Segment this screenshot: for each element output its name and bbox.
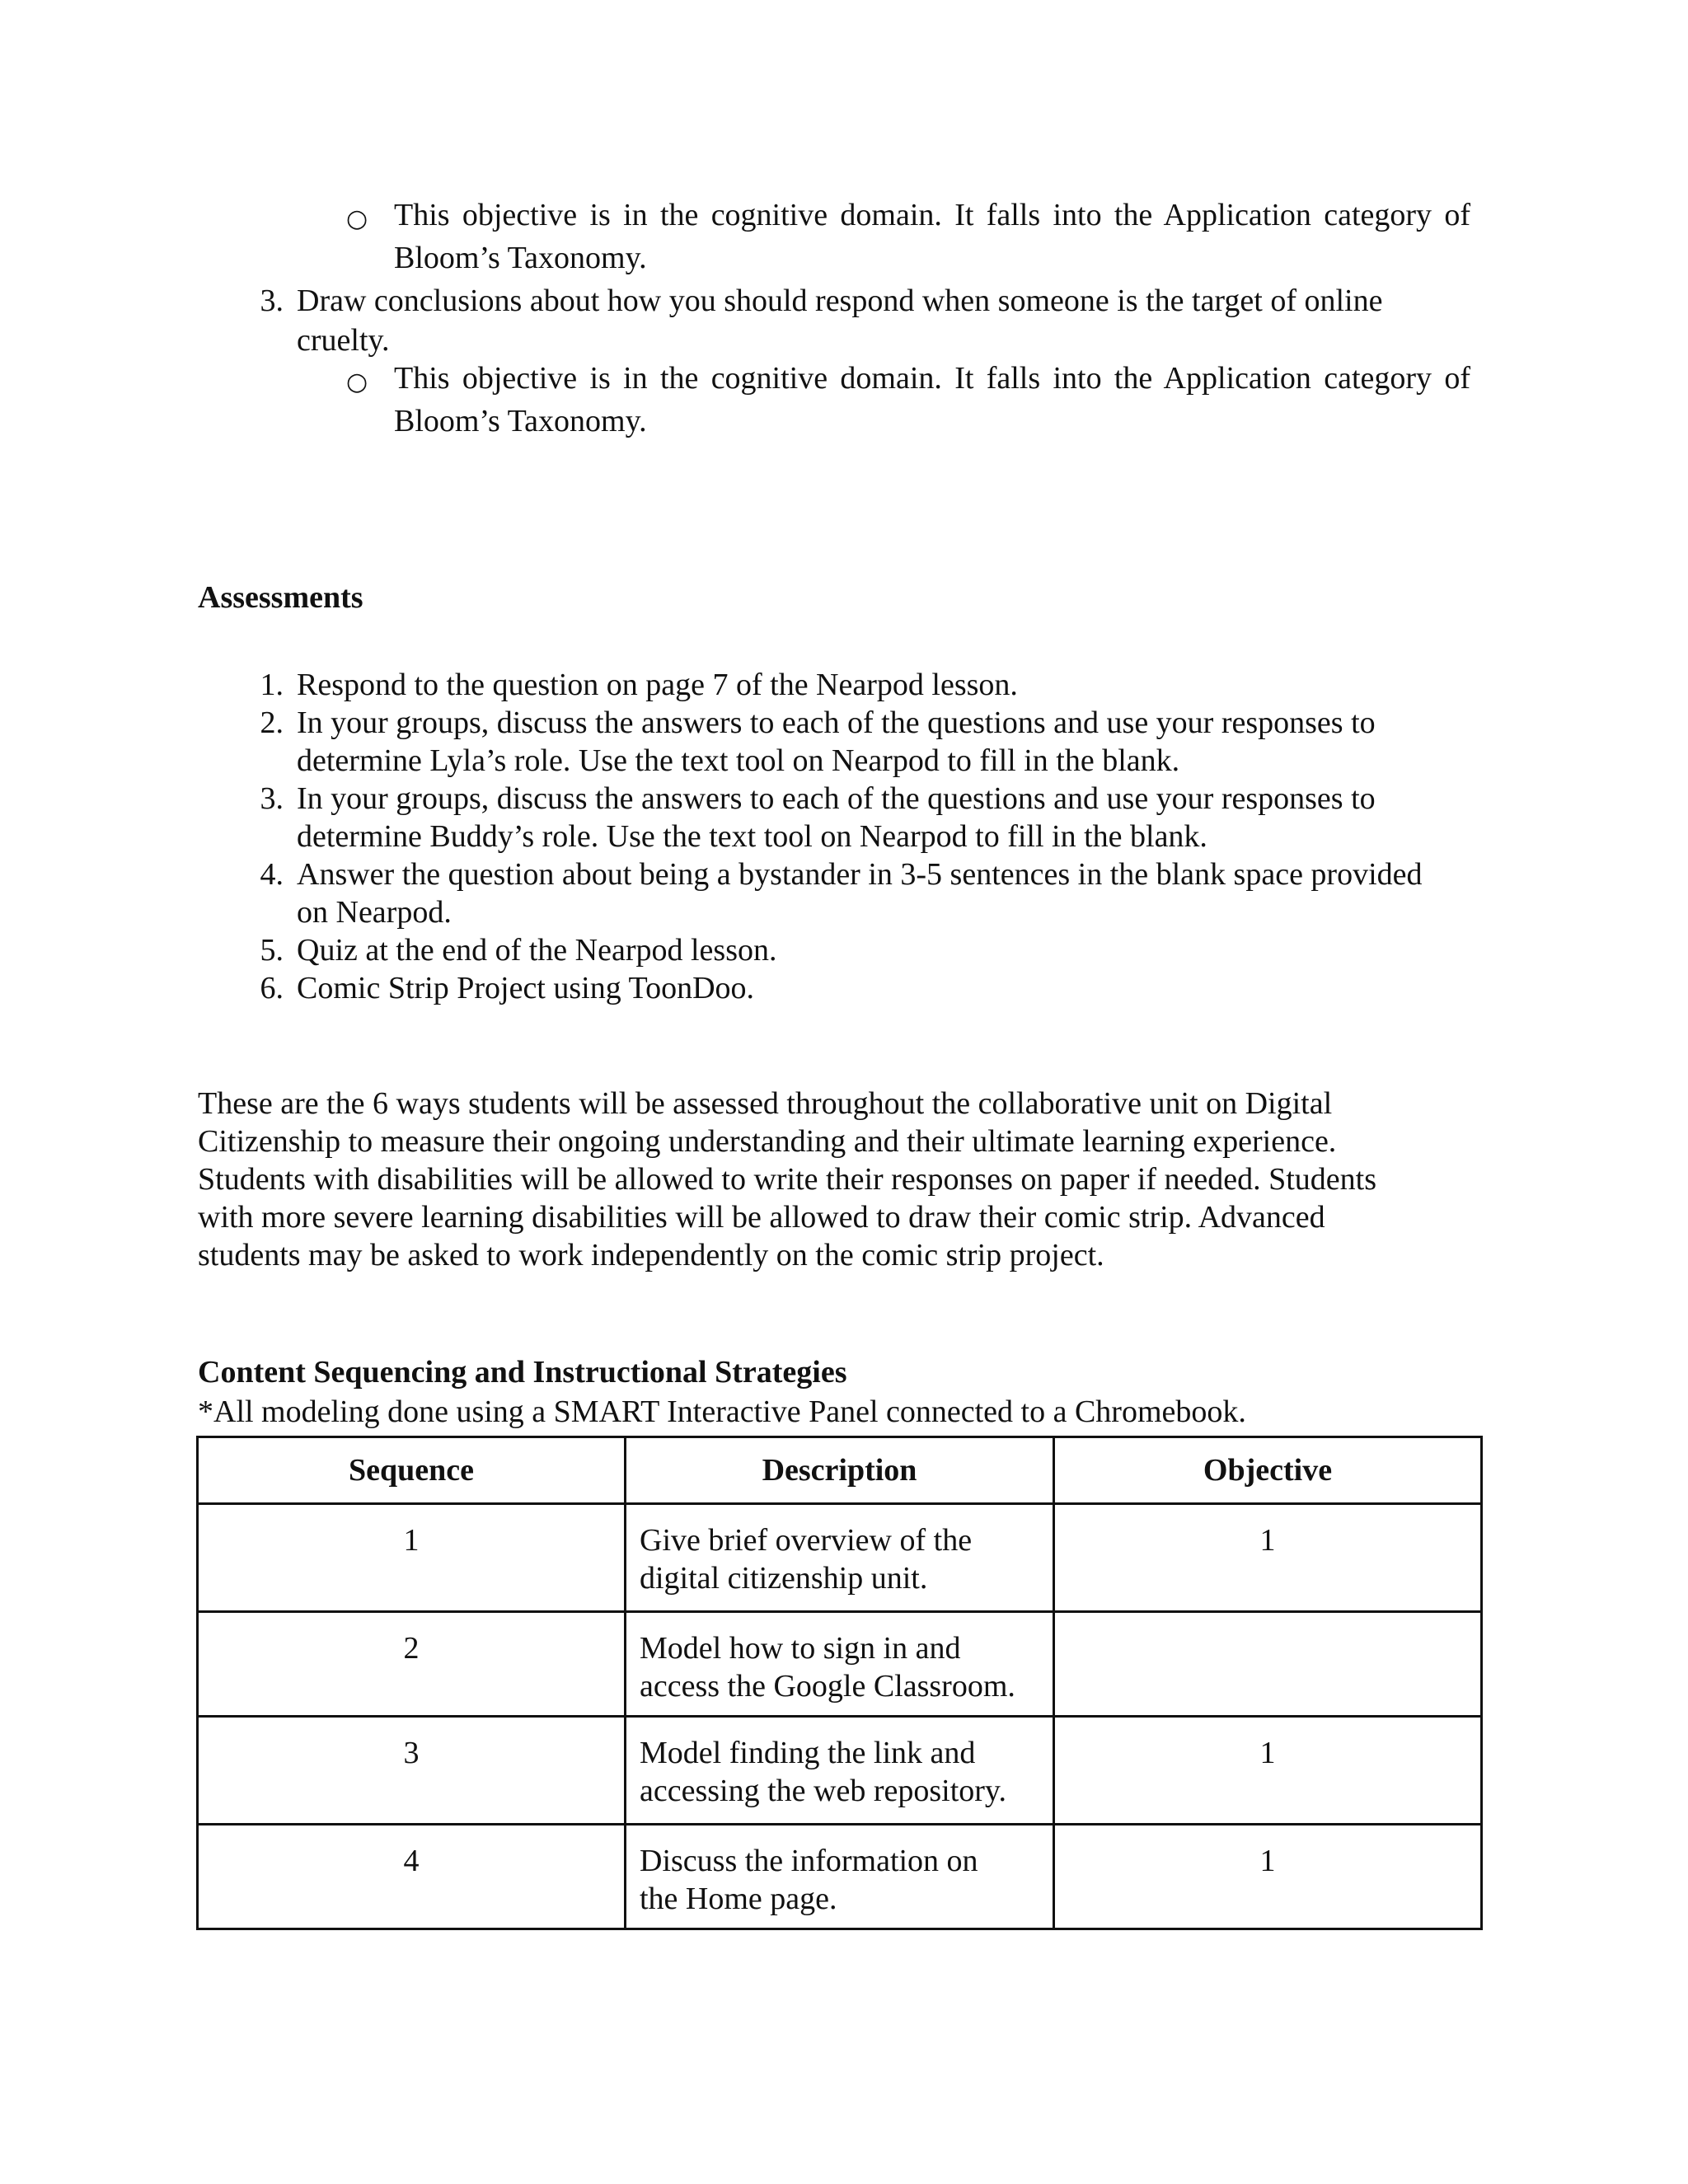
assessment-2-line2: determine Lyla’s role. Use the text tool on Nearpod to fill in the blank. (297, 743, 1180, 778)
description-line: Model how to sign in and (640, 1631, 961, 1666)
description-line: access the Google Classroom. (640, 1669, 1015, 1704)
description-line: the Home page. (640, 1882, 837, 1916)
paragraph-line: students may be asked to work independently on the comic strip project. (198, 1238, 1104, 1272)
objective-3-domain-line1: This objective is in the cognitive domain. It falls into the Application category of (394, 361, 1470, 396)
sequence-table (196, 1436, 1483, 1930)
cell-description (626, 1717, 1054, 1825)
modeling-note: *All modeling done using a SMART Interactive Panel connected to a Chromebook. (198, 1394, 1246, 1429)
assessment-5-line1: Quiz at the end of the Nearpod lesson. (297, 933, 777, 968)
hollow-bullet-icon: ○ (346, 204, 368, 233)
assessment-4-line2: on Nearpod. (297, 895, 452, 930)
cell-objective (1054, 1612, 1482, 1717)
objective-2-domain-line2: Bloom’s Taxonomy. (394, 241, 647, 275)
cell-sequence: 4 (198, 1825, 626, 1929)
description-line: digital citizenship unit. (640, 1561, 928, 1596)
cell-sequence: 3 (198, 1717, 626, 1825)
hollow-bullet-icon: ○ (346, 368, 368, 396)
description-line: accessing the web repository. (640, 1774, 1006, 1808)
objective-2-domain-line1: This objective is in the cognitive domain. It falls into the Application category of (394, 198, 1470, 232)
header-description: Description (626, 1437, 1054, 1504)
paragraph-line: These are the 6 ways students will be assessed throughout the collaborative unit on Digital (198, 1086, 1333, 1121)
table-row (198, 1717, 1482, 1825)
assessment-3-line1: In your groups, discuss the answers to each of the questions and use your responses to (297, 781, 1376, 816)
assessment-4-line1: Answer the question about being a bystander in 3-5 sentences in the blank space provided (297, 857, 1423, 892)
assessment-4-number: 4. (260, 857, 284, 892)
assessment-1-number: 1. (260, 668, 284, 702)
description-line: Model finding the link and (640, 1736, 976, 1770)
table-header-row (198, 1437, 1482, 1504)
assessment-3-number: 3. (260, 781, 284, 816)
cell-objective: 1 (1054, 1717, 1482, 1825)
description-line: Discuss the information on (640, 1844, 978, 1878)
cell-description (626, 1504, 1054, 1612)
cell-sequence: 1 (198, 1504, 626, 1612)
assessment-5-number: 5. (260, 933, 284, 968)
assessments-heading: Assessments (198, 580, 363, 615)
cell-objective: 1 (1054, 1504, 1482, 1612)
cell-description (626, 1825, 1054, 1929)
paragraph-line: Citizenship to measure their ongoing understanding and their ultimate learning experience. (198, 1124, 1337, 1159)
description-line: Give brief overview of the (640, 1523, 973, 1558)
table-row (198, 1504, 1482, 1612)
objective-3-number: 3. (260, 284, 284, 318)
cell-description (626, 1612, 1054, 1717)
cell-sequence: 2 (198, 1612, 626, 1717)
assessment-6-line1: Comic Strip Project using ToonDoo. (297, 971, 755, 1005)
table-row (198, 1612, 1482, 1717)
assessment-3-line2: determine Buddy’s role. Use the text tool on Nearpod to fill in the blank. (297, 819, 1207, 854)
header-objective: Objective (1054, 1437, 1482, 1504)
table-row (198, 1825, 1482, 1929)
cell-objective: 1 (1054, 1825, 1482, 1929)
objective-3-domain-line2: Bloom’s Taxonomy. (394, 404, 647, 438)
objective-3-line2: cruelty. (297, 323, 390, 358)
assessment-2-line1: In your groups, discuss the answers to each of the questions and use your responses to (297, 705, 1376, 740)
header-sequence: Sequence (198, 1437, 626, 1504)
assessment-6-number: 6. (260, 971, 284, 1005)
paragraph-line: with more severe learning disabilities will be allowed to draw their comic strip. Advanced (198, 1200, 1325, 1235)
content-sequencing-heading: Content Sequencing and Instructional Strategies (198, 1355, 847, 1390)
objective-3-line1: Draw conclusions about how you should respond when someone is the target of online (297, 284, 1383, 318)
assessment-1-line1: Respond to the question on page 7 of the Nearpod lesson. (297, 668, 1018, 702)
paragraph-line: Students with disabilities will be allowed to write their responses on paper if needed. Students (198, 1162, 1377, 1197)
assessment-2-number: 2. (260, 705, 284, 740)
